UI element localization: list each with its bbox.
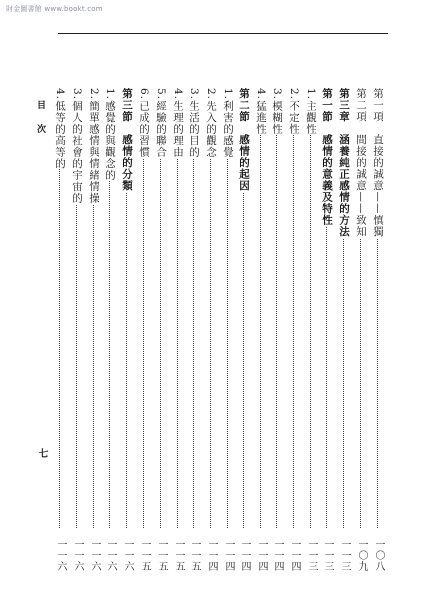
dot-leader — [276, 100, 277, 528]
toc-entry — [321, 88, 333, 572]
toc-entry-page: 一一四 — [289, 539, 300, 572]
toc-entry-title: 2.先入的觀念 — [205, 88, 217, 158]
toc-entry-title: 1.主觀性 — [305, 88, 317, 135]
toc-entry-title: 6.已成的習慣 — [138, 88, 150, 158]
toc-entry — [71, 88, 83, 572]
toc-entry-title: 第二項 間接的誠意——致知 — [355, 88, 367, 238]
dot-leader — [193, 100, 194, 528]
toc-entry-title: 第一項 直接的誠意——慎獨 — [372, 88, 384, 238]
toc-entry-page: 一一四 — [272, 539, 283, 572]
toc-entry — [88, 88, 100, 572]
toc-entry — [255, 88, 267, 572]
toc-entry-title: 第二節 感情的起因 — [238, 88, 250, 192]
dot-leader — [143, 100, 144, 528]
toc-entry-title: 2.簡單感情與情緒情操 — [88, 88, 100, 204]
toc-entry — [305, 88, 317, 572]
toc-entry — [372, 88, 384, 572]
toc-entry-page: 一一三 — [322, 539, 333, 572]
toc-entry — [205, 88, 217, 572]
toc-entry-title: 第一節 感情的意義及特性 — [321, 88, 333, 226]
toc-entry-page: 一一六 — [55, 539, 66, 572]
toc-entry — [188, 88, 200, 572]
toc-entry-page: 一〇八 — [373, 539, 384, 572]
watermark: 財金圖書館 www.bookt.com — [6, 5, 103, 13]
toc-entry — [271, 88, 283, 572]
toc-entry-title: 2.不定性 — [288, 88, 300, 135]
toc-entry — [338, 88, 350, 572]
toc-entry — [288, 88, 300, 572]
toc-entry — [121, 88, 133, 572]
header-rule — [58, 33, 388, 34]
toc-entry-title: 第三節 感情的分類 — [121, 88, 133, 192]
toc-entry-page: 一一六 — [89, 539, 100, 572]
toc-entry-title: 3.生活的目的 — [188, 88, 200, 158]
toc-entry-page: 一一五 — [156, 539, 167, 572]
toc-entry-page: 一一四 — [223, 539, 234, 572]
toc-entry-page: 一一三 — [306, 539, 317, 572]
toc-entry-title: 3.個人的社會的宇宙的 — [71, 88, 83, 204]
toc-entry-title: 4.猛進性 — [255, 88, 267, 135]
toc-entry-title: 5.經驗的聯合 — [155, 88, 167, 158]
toc-entry-page: 一一六 — [72, 539, 83, 572]
dot-leader — [210, 100, 211, 528]
toc-entry-page: 一一四 — [256, 539, 267, 572]
toc-entry — [54, 88, 66, 572]
toc-entry — [172, 88, 184, 572]
toc-entry — [238, 88, 250, 572]
toc-entry-title: 第三章 涵養純正感情的方法 — [338, 88, 350, 238]
toc-entry-title: 3.模糊性 — [271, 88, 283, 135]
running-title: 目 次 — [35, 100, 45, 140]
toc-entry-page: 一一五 — [189, 539, 200, 572]
toc-entry-title: 1.感覺的與觀念的 — [104, 88, 116, 181]
toc-entry — [138, 88, 150, 572]
toc-entry-page: 一一六 — [105, 539, 116, 572]
toc-entry-title: 1.利害的感覺 — [222, 88, 234, 158]
toc-entry-page: 一一五 — [139, 539, 150, 572]
dot-leader — [177, 100, 178, 528]
toc-entry-title: 4.生理的理由 — [172, 88, 184, 158]
toc-entry-page: 一一五 — [173, 539, 184, 572]
dot-leader — [310, 100, 311, 528]
toc-entry-page: 一〇九 — [356, 539, 367, 572]
dot-leader — [160, 100, 161, 528]
toc-entry — [104, 88, 116, 572]
toc-entry — [355, 88, 367, 572]
toc-entry-page: 一一四 — [206, 539, 217, 572]
dot-leader — [227, 100, 228, 528]
page-number: 七 — [36, 448, 47, 458]
dot-leader — [260, 100, 261, 528]
toc-entry-page: 一一三 — [339, 539, 350, 572]
toc-entry — [222, 88, 234, 572]
toc-entry — [155, 88, 167, 572]
dot-leader — [293, 100, 294, 528]
toc-entry-page: 一一四 — [239, 539, 250, 572]
toc-entry-page: 一一六 — [122, 539, 133, 572]
toc-entry-title: 4.低等的高等的 — [54, 88, 66, 170]
